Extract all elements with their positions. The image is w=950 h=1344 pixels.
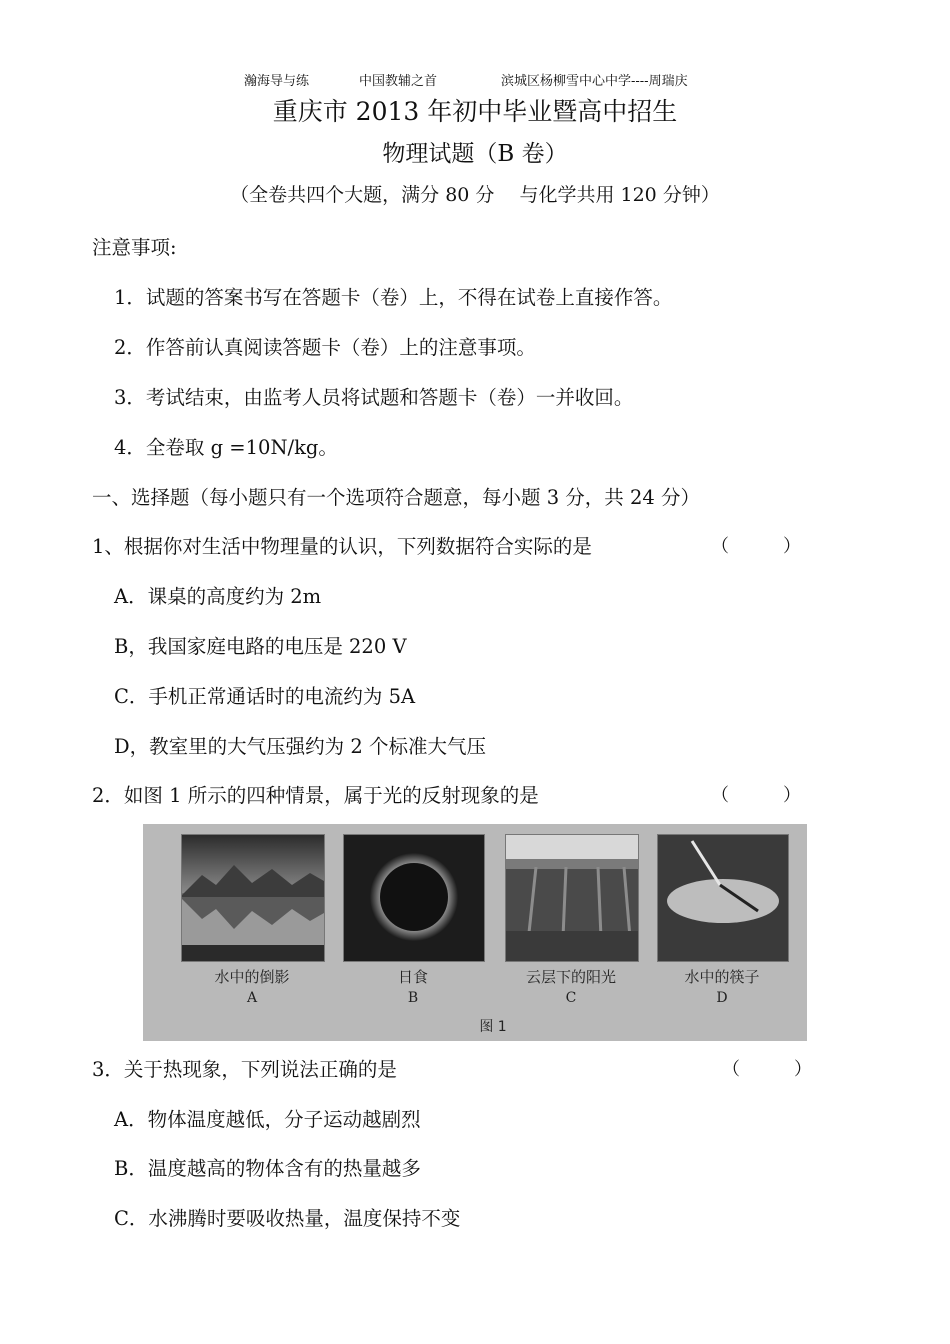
- photo-solar-eclipse: [343, 834, 485, 962]
- question-2-answer-bracket: （ ）: [711, 785, 801, 806]
- notice-item-3: 3．考试结束，由监考人员将试题和答题卡（卷）一并收回。: [114, 386, 634, 409]
- figure-caption-c: 云层下的阳光: [525, 968, 616, 986]
- question-1-answer-bracket: （ ）: [711, 536, 801, 557]
- exam-subtitle: 物理试题（B 卷）: [382, 141, 568, 167]
- figure-1: [143, 824, 807, 1041]
- notice-item-1: 1．试题的答案书写在答题卡（卷）上，不得在试卷上直接作答。: [114, 286, 673, 309]
- question-2-stem: 2．如图 1 所示的四种情景，属于光的反射现象的是: [92, 784, 539, 807]
- question-3-option-a: A．物体温度越低，分子运动越剧烈: [114, 1108, 421, 1131]
- header-middle-text: 中国教辅之首: [359, 74, 438, 89]
- question-3-stem: 3．关于热现象，下列说法正确的是: [92, 1058, 397, 1081]
- question-3-option-b: B．温度越高的物体含有的热量越多: [114, 1157, 421, 1180]
- figure-caption-a: 水中的倒影: [214, 968, 290, 986]
- figure-caption-b: 日食: [397, 968, 428, 986]
- photo-chopstick-in-water: [657, 834, 789, 962]
- question-1-stem: 1、根据你对生活中物理量的认识，下列数据符合实际的是: [92, 535, 592, 558]
- notice-heading: 注意事项:: [92, 236, 177, 259]
- exam-info: （全卷共四个大题，满分 80 分 与化学共用 120 分钟）: [230, 184, 720, 206]
- section-heading: 一、选择题（每小题只有一个选项符合题意，每小题 3 分，共 24 分）: [92, 486, 701, 509]
- header-left-text: 瀚海导与练: [244, 74, 310, 89]
- figure-letter-a: A: [246, 990, 258, 1006]
- question-1-option-b: B，我国家庭电路的电压是 220 V: [114, 635, 407, 658]
- question-3-answer-bracket: （ ）: [722, 1059, 812, 1080]
- figure-label: 图 1: [479, 1019, 507, 1035]
- notice-item-2: 2．作答前认真阅读答题卡（卷）上的注意事项。: [114, 336, 536, 359]
- figure-letter-c: C: [565, 990, 577, 1006]
- figure-letter-b: B: [407, 990, 419, 1006]
- photo-water-reflection: [181, 834, 325, 962]
- photo-sunlight-under-clouds: [505, 834, 639, 962]
- notice-item-4: 4．全卷取 g =10N/kg。: [114, 436, 338, 459]
- question-1-option-c: C．手机正常通话时的电流约为 5A: [114, 685, 416, 708]
- exam-title: 重庆市 2013 年初中毕业暨高中招生: [272, 97, 678, 126]
- question-3-option-c: C．水沸腾时要吸收热量，温度保持不变: [114, 1207, 461, 1230]
- figure-caption-d: 水中的筷子: [684, 968, 760, 986]
- figure-letter-d: D: [716, 990, 728, 1006]
- header-right-text: 滨城区杨柳雪中心中学----周瑞庆: [501, 74, 688, 89]
- question-1-option-d: D，教室里的大气压强约为 2 个标准大气压: [114, 735, 486, 758]
- question-1-option-a: A．课桌的高度约为 2m: [114, 585, 322, 608]
